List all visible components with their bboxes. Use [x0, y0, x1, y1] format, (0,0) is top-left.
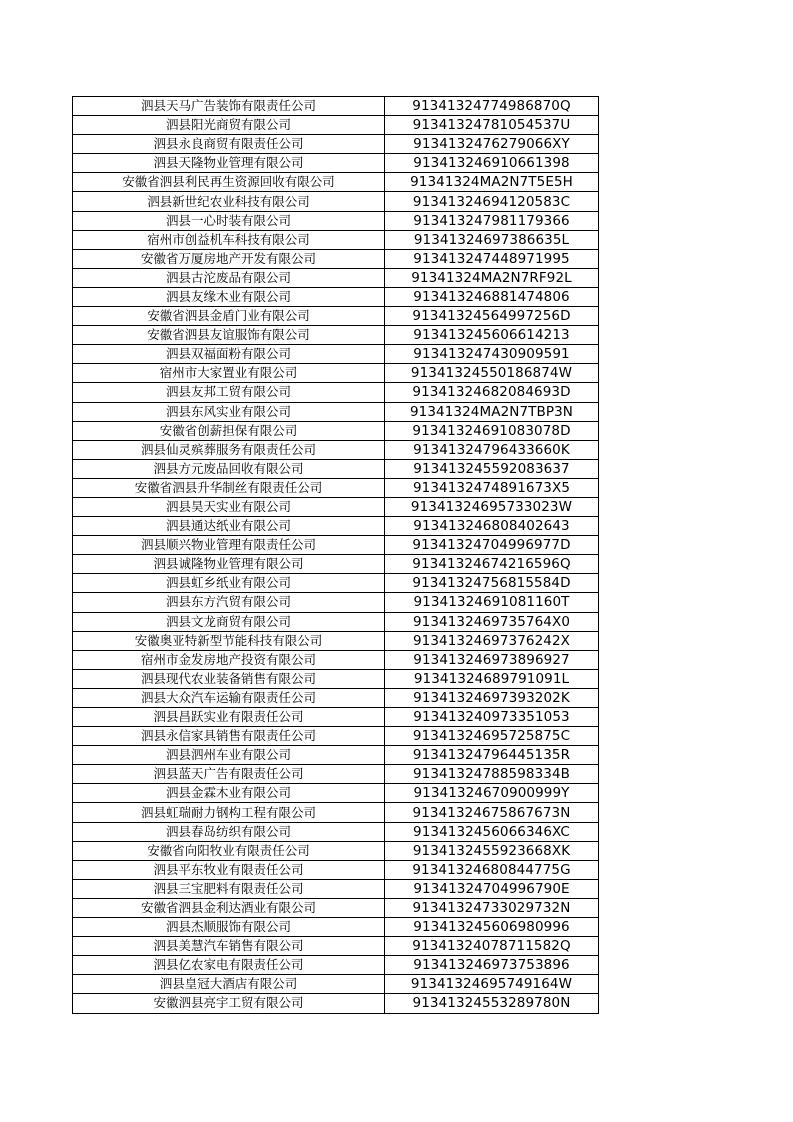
credit-code-cell: 913413246881474806: [385, 287, 599, 306]
credit-code-cell: 91341324550186874W: [385, 364, 599, 383]
table-row: [73, 746, 599, 765]
company-name-cell: 泗县昌跃实业有限责任公司: [73, 708, 385, 727]
table-row: [73, 841, 599, 860]
credit-code-cell: 9134132474891673X5: [385, 478, 599, 497]
table-row: [73, 307, 599, 326]
credit-code-cell: 91341324553289780N: [385, 994, 599, 1013]
table-row: [73, 956, 599, 975]
table-row: [73, 478, 599, 497]
credit-code-cell: 91341324694120583C: [385, 192, 599, 211]
table-row: [73, 364, 599, 383]
credit-code-cell: 913413247430909591: [385, 345, 599, 364]
table-row: [73, 383, 599, 402]
company-name-cell: 安徽省向阳牧业有限责任公司: [73, 841, 385, 860]
company-name-cell: 泗县仙灵殡葬服务有限责任公司: [73, 440, 385, 459]
company-name-cell: 泗县友缘木业有限公司: [73, 287, 385, 306]
table-row: [73, 230, 599, 249]
table-row: [73, 192, 599, 211]
credit-code-cell: 91341324695749164W: [385, 975, 599, 994]
table-row: [73, 937, 599, 956]
credit-code-cell: 91341324691083078D: [385, 421, 599, 440]
table-row: [73, 650, 599, 669]
company-name-cell: 泗县永信家具销售有限责任公司: [73, 727, 385, 746]
credit-code-cell: 913413245592083637: [385, 459, 599, 478]
company-name-cell: 泗县美慧汽车销售有限公司: [73, 937, 385, 956]
credit-code-cell: 91341324MA2N7RF92L: [385, 268, 599, 287]
company-name-cell: 泗县顺兴物业管理有限责任公司: [73, 536, 385, 555]
credit-code-cell: 91341324697376242X: [385, 631, 599, 650]
company-name-cell: 泗县古沱废品有限公司: [73, 268, 385, 287]
credit-code-cell: 913413246973753896: [385, 956, 599, 975]
company-name-cell: 安徽省泗县金盾门业有限公司: [73, 307, 385, 326]
table-row: [73, 879, 599, 898]
credit-code-cell: 913413247981179366: [385, 211, 599, 230]
table-row: [73, 154, 599, 173]
table-row: [73, 135, 599, 154]
company-name-cell: 泗县金霖木业有限公司: [73, 784, 385, 803]
credit-code-cell: 91341324691081160T: [385, 593, 599, 612]
company-name-cell: 泗县天隆物业管理有限公司: [73, 154, 385, 173]
company-name-cell: 泗县永良商贸有限责任公司: [73, 135, 385, 154]
credit-code-cell: 913413240973351053: [385, 708, 599, 727]
credit-code-cell: 913413245606980996: [385, 918, 599, 937]
company-name-cell: 泗县大众汽车运输有限责任公司: [73, 688, 385, 707]
table-row: [73, 975, 599, 994]
table-row: [73, 173, 599, 192]
credit-code-cell: 91341324689791091L: [385, 669, 599, 688]
credit-code-cell: 913413245606614213: [385, 326, 599, 345]
company-name-cell: 泗县天马广告装饰有限责任公司: [73, 97, 385, 116]
table-row: [73, 688, 599, 707]
credit-code-cell: 91341324697393202K: [385, 688, 599, 707]
credit-code-cell: 91341324674216596Q: [385, 555, 599, 574]
company-name-cell: 宿州市创益机车科技有限公司: [73, 230, 385, 249]
table-row: [73, 326, 599, 345]
credit-code-cell: 91341324675867673N: [385, 803, 599, 822]
company-name-cell: 泗县东风实业有限公司: [73, 402, 385, 421]
company-name-cell: 泗县诚隆物业管理有限公司: [73, 555, 385, 574]
table-row: [73, 612, 599, 631]
company-credit-code-table: [72, 96, 599, 1014]
table-row: [73, 669, 599, 688]
company-name-cell: 泗县亿农家电有限责任公司: [73, 956, 385, 975]
credit-code-cell: 91341324774986870Q: [385, 97, 599, 116]
table-row: [73, 97, 599, 116]
company-name-cell: 安徽省泗县利民再生资源回收有限公司: [73, 173, 385, 192]
credit-code-cell: 91341324796433660K: [385, 440, 599, 459]
company-name-cell: 安徽省创薪担保有限公司: [73, 421, 385, 440]
table-row: [73, 459, 599, 478]
company-name-cell: 泗县现代农业装备销售有限公司: [73, 669, 385, 688]
table-row: [73, 116, 599, 135]
table-row: [73, 536, 599, 555]
credit-code-cell: 91341324564997256D: [385, 307, 599, 326]
credit-code-cell: 91341324MA2N7T5E5H: [385, 173, 599, 192]
table-row: [73, 517, 599, 536]
credit-code-cell: 913413247448971995: [385, 249, 599, 268]
table-row: [73, 593, 599, 612]
table-row: [73, 708, 599, 727]
credit-code-cell: 9134132456066346XC: [385, 822, 599, 841]
company-name-cell: 泗县双福面粉有限公司: [73, 345, 385, 364]
credit-code-cell: 91341324781054537U: [385, 116, 599, 135]
company-name-cell: 安徽省万厦房地产开发有限公司: [73, 249, 385, 268]
company-name-cell: 泗县平东牧业有限责任公司: [73, 860, 385, 879]
table-row: [73, 727, 599, 746]
company-name-cell: 泗县皇冠大酒店有限公司: [73, 975, 385, 994]
company-name-cell: 安徽省泗县友谊服饰有限公司: [73, 326, 385, 345]
table-row: [73, 918, 599, 937]
table-row: [73, 287, 599, 306]
credit-code-cell: 91341324704996790E: [385, 879, 599, 898]
company-name-cell: 安徽奥亚特新型节能科技有限公司: [73, 631, 385, 650]
credit-code-cell: 913413246973896927: [385, 650, 599, 669]
company-name-cell: 泗县虹瑞耐力钢构工程有限公司: [73, 803, 385, 822]
table-row: [73, 822, 599, 841]
company-name-cell: 泗县三宝肥料有限责任公司: [73, 879, 385, 898]
credit-code-cell: 9134132455923668XK: [385, 841, 599, 860]
credit-code-cell: 91341324695733023W: [385, 497, 599, 516]
company-name-cell: 泗县友邦工贸有限公司: [73, 383, 385, 402]
company-name-cell: 泗县通达纸业有限公司: [73, 517, 385, 536]
table-row: [73, 994, 599, 1013]
table-row: [73, 555, 599, 574]
table-row: [73, 631, 599, 650]
table-row: [73, 211, 599, 230]
company-name-cell: 泗县春岛纺织有限公司: [73, 822, 385, 841]
credit-code-cell: 91341324788598334B: [385, 765, 599, 784]
company-name-cell: 泗县东方汽贸有限公司: [73, 593, 385, 612]
table-row: [73, 765, 599, 784]
company-name-cell: 安徽省泗县金利达酒业有限公司: [73, 898, 385, 917]
credit-code-cell: 91341324704996977D: [385, 536, 599, 555]
credit-code-cell: 9134132469735764X0: [385, 612, 599, 631]
credit-code-cell: 9134132476279066XY: [385, 135, 599, 154]
table-row: [73, 440, 599, 459]
company-name-cell: 泗县蓝天广告有限责任公司: [73, 765, 385, 784]
company-name-cell: 泗县方元废品回收有限公司: [73, 459, 385, 478]
credit-code-cell: 91341324682084693D: [385, 383, 599, 402]
table-row: [73, 784, 599, 803]
company-name-cell: 泗县虹乡纸业有限公司: [73, 574, 385, 593]
table-row: [73, 497, 599, 516]
credit-code-cell: 91341324695725875C: [385, 727, 599, 746]
credit-code-cell: 91341324697386635L: [385, 230, 599, 249]
company-name-cell: 泗县阳光商贸有限公司: [73, 116, 385, 135]
credit-code-cell: 91341324796445135R: [385, 746, 599, 765]
company-name-cell: 泗县昊天实业有限公司: [73, 497, 385, 516]
company-name-cell: 泗县新世纪农业科技有限公司: [73, 192, 385, 211]
credit-code-cell: 91341324078711582Q: [385, 937, 599, 956]
company-name-cell: 安徽省泗县升华制丝有限责任公司: [73, 478, 385, 497]
credit-code-cell: 91341324733029732N: [385, 898, 599, 917]
table-row: [73, 803, 599, 822]
credit-code-cell: 913413246910661398: [385, 154, 599, 173]
credit-code-cell: 91341324670900999Y: [385, 784, 599, 803]
credit-code-cell: 91341324680844775G: [385, 860, 599, 879]
company-name-cell: 宿州市金发房地产投资有限公司: [73, 650, 385, 669]
table-row: [73, 345, 599, 364]
credit-code-cell: 913413246808402643: [385, 517, 599, 536]
credit-code-cell: 91341324MA2N7TBP3N: [385, 402, 599, 421]
table-row: [73, 421, 599, 440]
company-name-cell: 宿州市大家置业有限公司: [73, 364, 385, 383]
table-row: [73, 402, 599, 421]
company-name-cell: 安徽泗县亮宇工贸有限公司: [73, 994, 385, 1013]
company-name-cell: 泗县泗州车业有限公司: [73, 746, 385, 765]
table-row: [73, 860, 599, 879]
table-row: [73, 249, 599, 268]
company-name-cell: 泗县一心时装有限公司: [73, 211, 385, 230]
table-row: [73, 574, 599, 593]
company-name-cell: 泗县杰顺服饰有限公司: [73, 918, 385, 937]
company-name-cell: 泗县文龙商贸有限公司: [73, 612, 385, 631]
table-row: [73, 268, 599, 287]
table-row: [73, 898, 599, 917]
credit-code-cell: 91341324756815584D: [385, 574, 599, 593]
table-body: [73, 97, 599, 1014]
